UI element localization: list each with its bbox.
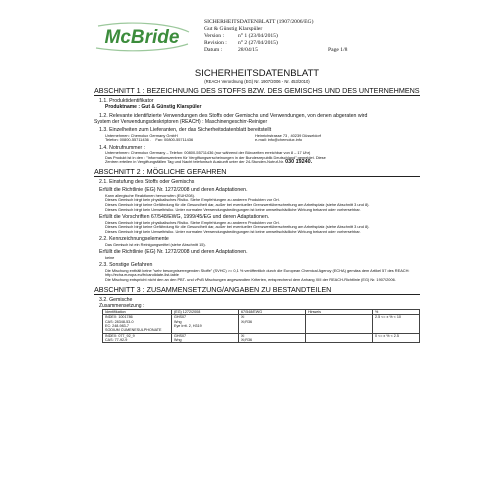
document-header: [204, 19, 313, 54]
label-text-c1: Das Gemisch ist ein Reinigungsmittel (siehe Abschnitt 15).: [105, 241, 206, 247]
subsection-1-4: 1.4. Notrufnummer :: [99, 144, 146, 151]
composition-cell: [306, 315, 373, 333]
emergency-line-2: Das Produkt ist in den : "Informationszentren für Vergiftungserscheinungen in der Bundesrepublik Deutschland" gemeldet. Diese: [105, 154, 326, 160]
class-text-b1: Dieses Gemisch birgt kein physikalisches Risiko. Siehe Empfehlungen zu anderen Produkten vor Ort.: [105, 219, 280, 225]
col-identifikation: Identifikation: [103, 310, 172, 315]
composition-cell: GHS07 Wng: [172, 333, 239, 343]
doc-title: SICHERHEITSDATENBLATT: [194, 68, 320, 79]
emergency-number: 030 19240.: [285, 159, 313, 166]
composition-cell: GHS07 Wng Eye Irrit. 2, H319: [172, 315, 239, 333]
mcbride-logo: [92, 22, 192, 52]
composition-label: Zusammensetzung :: [99, 302, 145, 309]
emergency-line-1: Unternehmen: Chemolux Germany – Telefon: 00800-55711436 (nur während der Bürozeiten erreichbar von 8 – 17 Uhr): [105, 150, 311, 156]
class-text-a3: Dieses Gemisch birgt keine Gefährdung für die Gesundheit dar, außer bei eventueller Grenzwertüberschreitung am Arbeitsplatz (siehe Abschnitt 3 und 8).: [105, 202, 370, 207]
logo-text: McBride: [104, 27, 180, 48]
col-percent: %: [373, 310, 420, 315]
doc-subtitle: (REACH Verordnung (EG) Nr. 1907/2006 - Nr. 453/2010): [204, 79, 310, 84]
subsection-3-2: 3.2. Gemische: [99, 296, 133, 303]
composition-row: [103, 333, 420, 343]
supplier-address: Heinrichstrasse 73 , 40239 Düsseldorf: [255, 132, 321, 138]
regulation-67-note: Erfüllt die Vorschriften 67/548/EWG, 1999/45/EG und deren Adaptationen.: [99, 214, 270, 221]
composition-cell: [306, 333, 373, 343]
revision-label: Revision :: [204, 40, 227, 46]
subsection-2-2: 2.2. Kennzeichnungselemente: [99, 236, 169, 243]
class-text-b2: Dieses Gemisch birgt keine Gefährdung für die Gesundheit dar, außer bei eventueller Grenzwertüberschreitung am Arbeitsplatz (siehe Abschnitt 3 und 8).: [105, 224, 370, 230]
class-text-a4: Dieses Gemisch birgt kein Umweltrisiko. Unter normalen Verwendungsbedingungen ist keine umweltschädliche Wirkung bekannt oder vorhersehbar.: [105, 206, 361, 212]
emergency-line-3: Zentren erteilen in Vergiftungsfällen Tag und Nacht telefonisch Auskunft unter der 24-Stunden-Notruf-Nr.: [105, 159, 285, 165]
other-hazard-d2: Die Mischung entspricht nicht den an den PBT- und vPvB Mischungen angewandten Kriterien, entsprechend dem Anhang XIII der REACH-Richtlinie (EG) Nr. 1907/2006.: [105, 276, 396, 282]
revision-value: n° 2 (27/04/2015): [238, 40, 278, 46]
composition-row: [103, 315, 420, 333]
section-1-heading: ABSCHNITT 1 : BEZEICHNUNG DES STOFFS BZW. DES GEMISCHS UND DES UNTERNEHMENS: [94, 86, 420, 95]
header-title: SICHERHEITSDATENBLATT (1907/2006/EG): [204, 19, 314, 25]
class-text-a2: Dieses Gemisch birgt kein physikalisches Risiko. Siehe Empfehlungen zu anderen Produkten vor Ort.: [105, 197, 280, 203]
regulation-1272-note: Erfüllt die Richtlinie (EG) Nr. 1272/2008 und deren Adaptationen.: [99, 187, 248, 194]
regulation-1272-note-2: Erfüllt die Richtlinie (EG) Nr. 1272/2008 und deren Adaptationen.: [99, 249, 248, 256]
section-3-heading: ABSCHNITT 3 : ZUSAMMENSETZUNG/ANGABEN ZU BESTANDTEILEN: [94, 286, 420, 295]
col-67-548: 67/548/EWG: [239, 310, 306, 315]
date-label: Datum :: [204, 47, 223, 53]
col-eg-1272: (EG) 1272/2008: [172, 310, 239, 315]
composition-cell: INDEX: 077_92_9 CAS: 77-92-9: [103, 333, 172, 343]
composition-cell: Xi Xi;R36: [239, 315, 306, 333]
composition-cell: 0 <= x % < 2.5: [373, 333, 420, 343]
composition-cell: INDEX: 1001786 CAS: 28348-53-0 EC: 248-983-7 SODIUM CUMENESULPHONATE: [103, 315, 172, 333]
subsection-2-3: 2.3. Sonstige Gefahren: [99, 262, 153, 269]
document-body: [94, 66, 420, 343]
class-text-b3: Dieses Gemisch birgt kein Umweltrisiko. Unter normalen Verwendungsbedingungen ist keine umweltschädliche Wirkung bekannt oder vorhersehbar.: [105, 228, 361, 234]
page-number: Page 1/8: [328, 47, 348, 53]
supplier-company: Unternehmen: Chemolux Germany GmbH: [105, 132, 178, 138]
use-descriptor: System der Verwendungsdeskriptoren (REACH) : Maschinengeschirr-Reiniger: [94, 119, 268, 126]
class-text-a1: Kann allergische Reaktionen hervorrufen (EUH208).: [105, 192, 195, 198]
subsection-1-3: 1.3. Einzelheiten zum Lieferanten, der das Sicherheitsdatenblatt bereitstellt: [99, 127, 272, 134]
version-value: n° 1 (23/04/2015): [238, 33, 278, 39]
supplier-email: e-mail: info@chemolux.info: [255, 137, 302, 143]
subsection-1-2: 1.2. Relevante identifizierte Verwendungen des Stoffs oder Gemischs und Verwendungen, von denen abgeraten wird: [99, 112, 368, 119]
col-hinweis: Hinweis: [306, 310, 373, 315]
supplier-fax: Fax: 00800-55711436: [155, 137, 194, 143]
header-product: Gut & Günstig Klarspüler: [204, 26, 263, 32]
subsection-1-1: 1.1. Produktidentifikator: [99, 98, 154, 104]
composition-body: [103, 315, 420, 343]
version-label: Version :: [204, 33, 225, 39]
label-none: keine: [105, 254, 115, 260]
product-name: Produktname : Gut & Günstig Klarspüler: [105, 104, 202, 111]
supplier-phone: Telefon: 00800-55711436 .: [105, 137, 152, 143]
date-value: 28/04/15: [238, 47, 258, 53]
composition-cell: Xi Xi;R36: [239, 333, 306, 343]
composition-cell: 2.5 <= x % < 10: [373, 315, 420, 333]
other-hazard-d1: Die Mischung enthält keine "sehr besorgniserregenden Stoffe" (SVHC) >= 0,1 % veröffentlich durch die European Chemical Agency (ECHA) gemäss dem Artikel 57 des REACH: http://echa.europa.eu/fr/candidate-list-table: [105, 267, 410, 278]
composition-table: [102, 309, 420, 343]
subsection-2-1: 2.1. Einstufung des Stoffs oder Gemischs: [99, 179, 195, 185]
section-2-heading: ABSCHNITT 2 : MÖGLICHE GEFAHREN: [94, 168, 420, 177]
